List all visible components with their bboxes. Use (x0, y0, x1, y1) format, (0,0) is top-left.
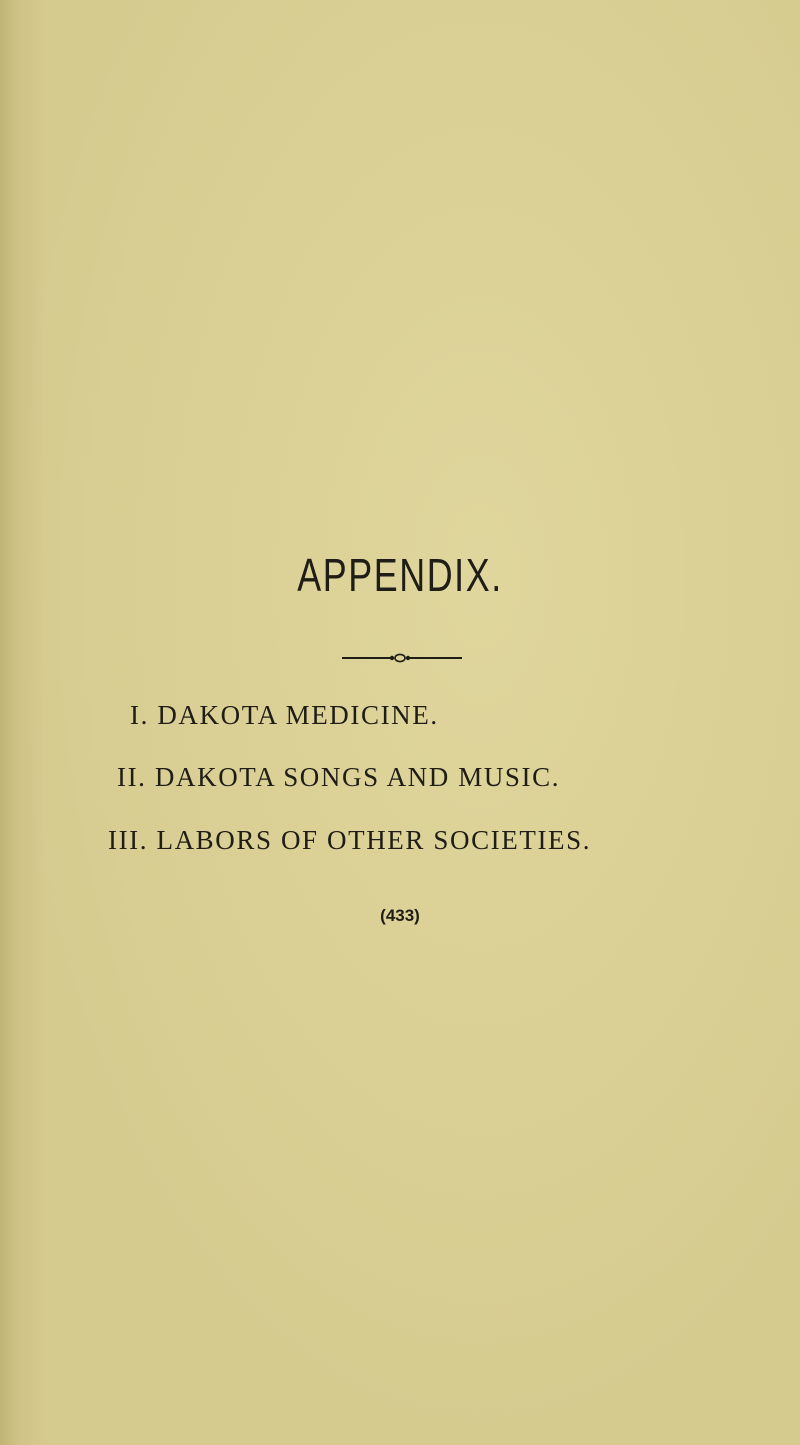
contents-item-text: LABORS OF OTHER SOCIETIES. (156, 825, 592, 855)
page-title: APPENDIX. (297, 549, 503, 601)
contents-item-3 (108, 825, 591, 856)
contents-item-number: II. (117, 762, 147, 792)
rule-dot-left (390, 656, 394, 660)
rule-oval (395, 654, 405, 661)
contents-item-number: III. (108, 825, 149, 855)
ornamental-rule (342, 651, 462, 665)
contents-item-text: DAKOTA SONGS AND MUSIC. (154, 762, 561, 792)
contents-item-2 (117, 762, 560, 793)
contents-item-1 (130, 700, 439, 731)
contents-item-number: I. (130, 700, 149, 730)
rule-dot-right (406, 656, 410, 660)
page-number: (433) (380, 906, 420, 925)
contents-item-text: DAKOTA MEDICINE. (157, 700, 439, 730)
